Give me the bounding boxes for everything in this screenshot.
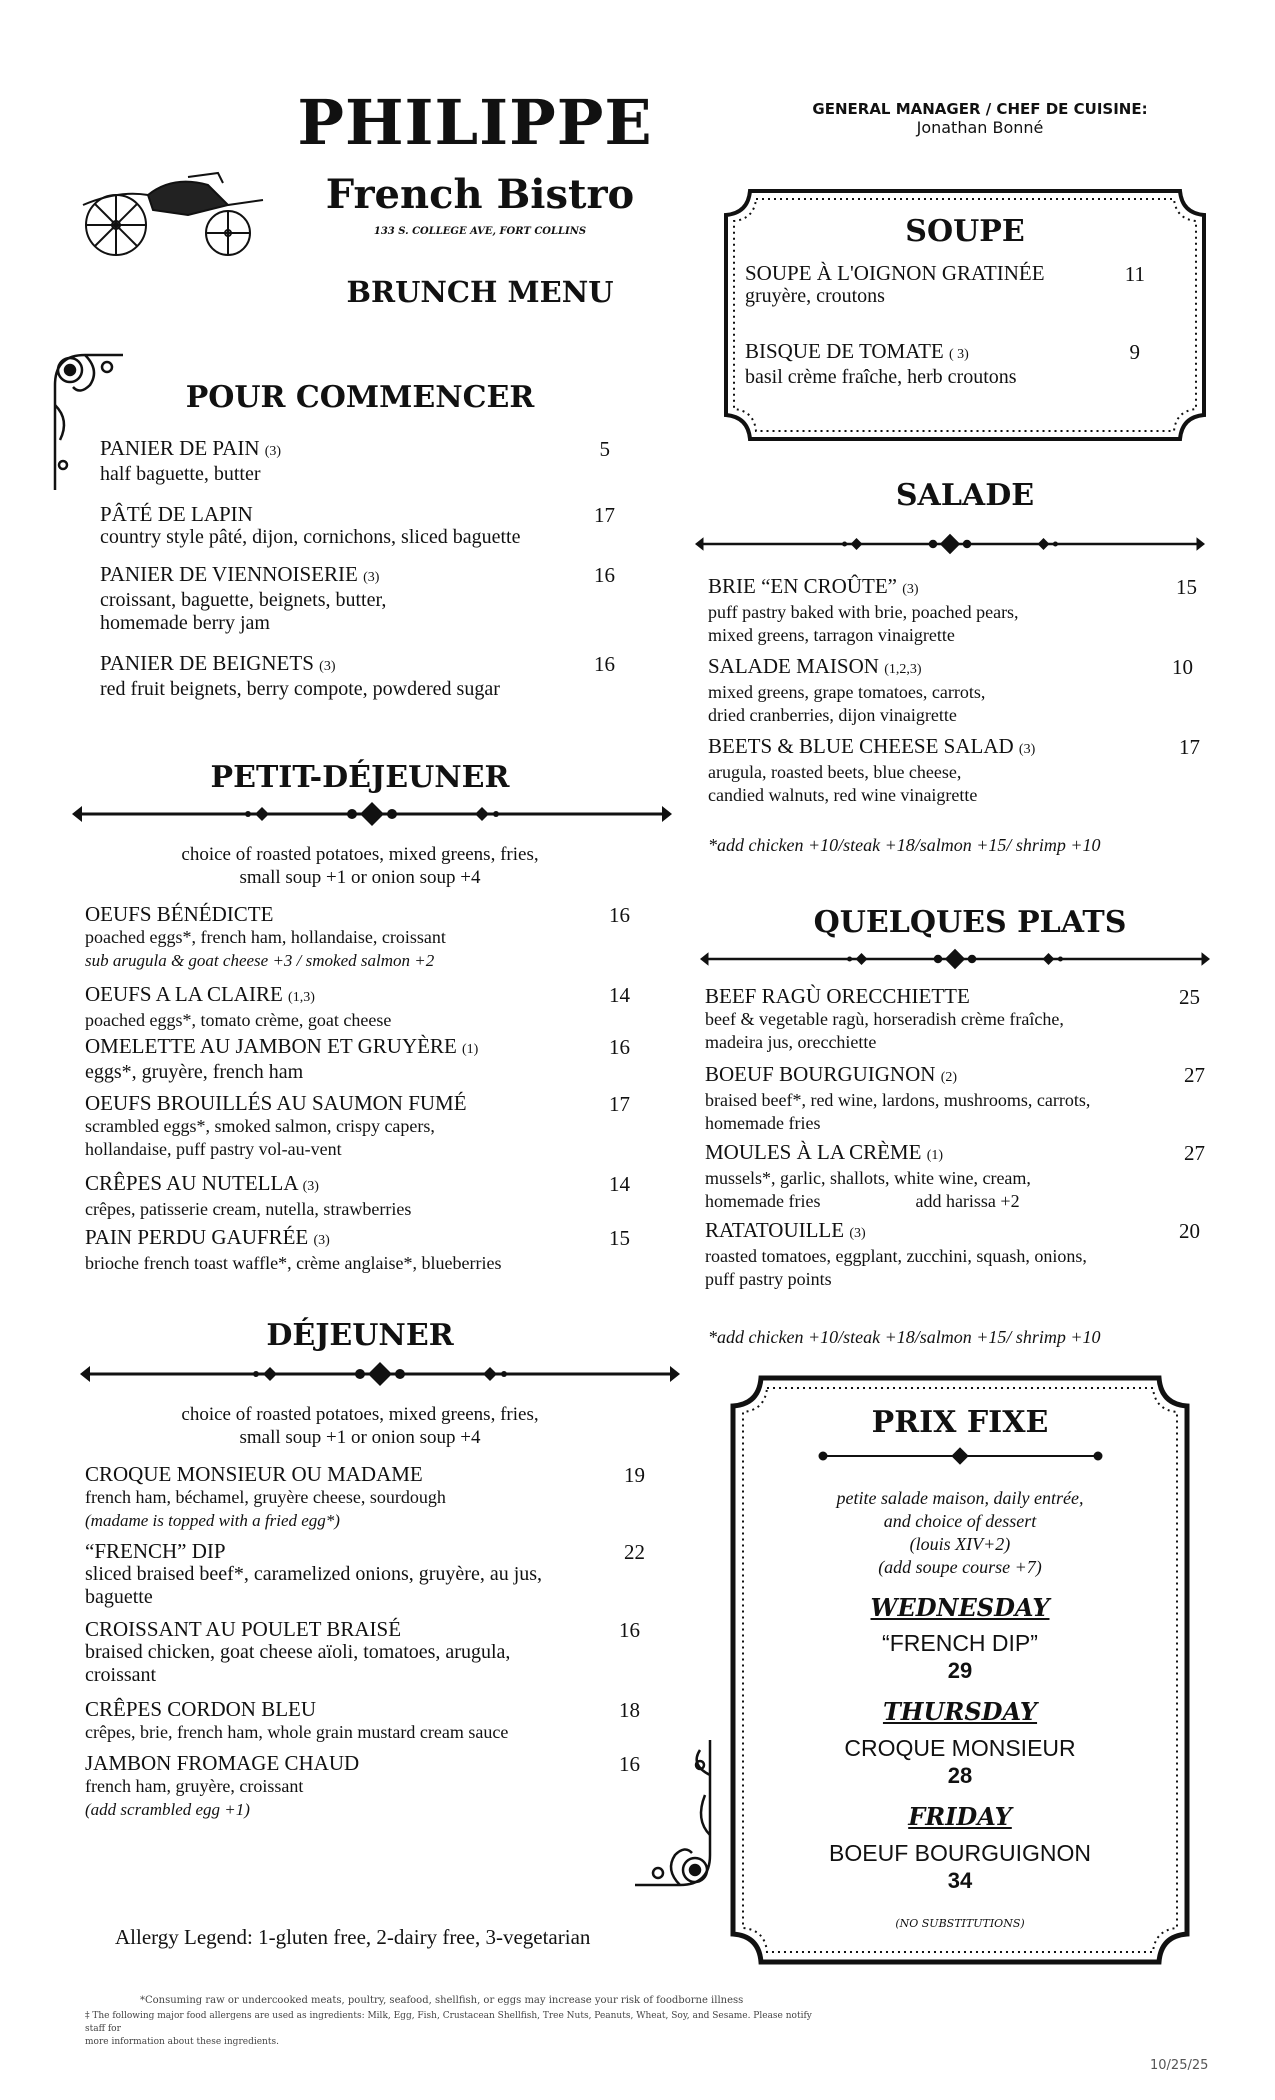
- item-desc: basil crème fraîche, herb croutons: [745, 366, 1017, 388]
- menu-item: [705, 985, 1064, 1054]
- allergen-code: (3): [849, 1226, 866, 1241]
- menu-item: [85, 1618, 510, 1687]
- item-desc: poached eggs*, french ham, hollandaise, croissant: [85, 927, 446, 947]
- item-price: 16: [609, 1035, 630, 1059]
- item-desc: candied walnuts, red wine vinaigrette: [708, 785, 978, 805]
- item-desc: homemade fries: [705, 1191, 821, 1211]
- item-name: PANIER DE BEIGNETS: [100, 651, 314, 675]
- item-desc: braised chicken, goat cheese aïoli, tomatoes, arugula,: [85, 1641, 511, 1663]
- allergen-code: (1): [926, 1148, 944, 1163]
- menu-title: BRUNCH MENU: [346, 275, 614, 309]
- item-desc: arugula, roasted beets, blue cheese,: [708, 762, 962, 782]
- item-name: OMELETTE AU JAMBON ET GRUYÈRE: [85, 1034, 457, 1058]
- item-addon: add harissa +2: [915, 1191, 1020, 1211]
- prix-fixe-day: WEDNESDAY: [870, 1593, 1050, 1622]
- item-price: 14: [609, 983, 630, 1007]
- item-name: RATATOUILLE: [705, 1218, 845, 1242]
- item-price: 17: [1179, 735, 1200, 759]
- menu-item: [705, 1141, 1031, 1213]
- allergen-code: (3): [313, 1233, 330, 1248]
- section-title-soupe: SOUPE: [905, 214, 1025, 249]
- section-title-prix-fixe: PRIX FIXE: [871, 1405, 1049, 1440]
- item-desc: madeira jus, orecchiette: [705, 1032, 877, 1052]
- menu-item: [85, 903, 446, 972]
- section-title-salade: SALADE: [895, 478, 1035, 513]
- item-desc: puff pastry baked with brie, poached pears,: [708, 602, 1019, 622]
- item-name: PÂTÉ DE LAPIN: [100, 502, 253, 526]
- allergen-notice-line: ‡ The following major food allergens are used as ingredients: Milk, Egg, Fish, Crustacean Shellfish, Tree Nuts, Peanuts, Wheat, Soy, and Sesame. Please notify staff for: [85, 2011, 812, 2034]
- allergen-notice: [85, 2010, 815, 2049]
- item-price: 11: [1124, 262, 1145, 286]
- item-price: 27: [1184, 1141, 1205, 1165]
- item-desc: sliced braised beef*, caramelized onions, gruyère, au jus,: [85, 1563, 543, 1585]
- item-desc: mixed greens, tarragon vinaigrette: [708, 625, 955, 645]
- item-price: 18: [619, 1698, 640, 1722]
- gm-label: GENERAL MANAGER / CHEF DE CUISINE:: [812, 100, 1148, 118]
- item-desc: red fruit beignets, berry compote, powdered sugar: [100, 678, 500, 700]
- item-desc: french ham, gruyère, croissant: [85, 1776, 304, 1796]
- menu-item: [85, 1035, 478, 1084]
- allergen-code: (3): [302, 1179, 319, 1194]
- restaurant-name: PHILIPPE: [297, 86, 653, 159]
- item-desc: half baguette, butter: [100, 463, 261, 485]
- item-desc: roasted tomatoes, eggplant, zucchini, squash, onions,: [705, 1246, 1087, 1266]
- prix-fixe-desc-line: petite salade maison, daily entrée,: [836, 1488, 1084, 1508]
- item-name: CROQUE MONSIEUR OU MADAME: [85, 1462, 423, 1486]
- item-desc: gruyère, croutons: [745, 285, 885, 307]
- menu-item: [745, 262, 1045, 308]
- item-desc: homemade fries: [705, 1113, 821, 1133]
- item-desc: brioche french toast waffle*, crème anglaise*, blueberries: [85, 1253, 502, 1273]
- divider-flourish-icon: [80, 1360, 680, 1388]
- item-price: 5: [599, 437, 610, 461]
- item-price: 19: [624, 1463, 645, 1487]
- item-desc: crêpes, brie, french ham, whole grain mustard cream sauce: [85, 1722, 509, 1742]
- gm-name: Jonathan Bonné: [916, 118, 1044, 137]
- menu-item: [100, 563, 386, 635]
- item-desc: french ham, béchamel, gruyère cheese, sourdough: [85, 1487, 446, 1507]
- item-desc: crêpes, patisserie cream, nutella, strawberries: [85, 1199, 412, 1219]
- sides-note-line: small soup +1 or onion soup +4: [239, 867, 481, 888]
- menu-item: [705, 1063, 1090, 1135]
- item-desc: croissant, baguette, beignets, butter,: [100, 589, 387, 611]
- prix-fixe-price: 34: [947, 1868, 973, 1893]
- item-name: BISQUE DE TOMATE: [745, 339, 944, 363]
- item-desc: braised beef*, red wine, lardons, mushrooms, carrots,: [705, 1090, 1091, 1110]
- restaurant-address: 133 S. COLLEGE AVE, FORT COLLINS: [373, 226, 587, 237]
- item-name: BRIE “EN CROÛTE”: [708, 574, 897, 598]
- section-title-petit-dejeuner: PETIT-DÉJEUNER: [210, 760, 510, 795]
- item-name: SALADE MAISON: [708, 654, 879, 678]
- foodborne-warning: *Consuming raw or undercooked meats, poultry, seafood, shellfish, or eggs may increase your risk of foodborne illness: [140, 1995, 744, 2006]
- sides-note: [100, 1403, 620, 1449]
- menu-item: [705, 1219, 1087, 1291]
- item-desc: mixed greens, grape tomatoes, carrots,: [708, 682, 986, 702]
- allergen-code: (2): [940, 1070, 958, 1085]
- divider-flourish-icon: [695, 530, 1205, 558]
- menu-item: [85, 1463, 446, 1532]
- item-desc: dried cranberries, dijon vinaigrette: [708, 705, 957, 725]
- item-desc: croissant: [85, 1664, 157, 1686]
- item-price: 15: [609, 1226, 630, 1250]
- prix-fixe-dish: “FRENCH DIP”: [882, 1630, 1038, 1656]
- item-desc: homemade berry jam: [100, 612, 270, 634]
- item-price: 14: [609, 1172, 630, 1196]
- prix-fixe-day: FRIDAY: [908, 1802, 1012, 1831]
- prix-fixe-dish: CROQUE MONSIEUR: [844, 1735, 1076, 1761]
- item-name: CRÊPES CORDON BLEU: [85, 1697, 317, 1721]
- item-desc: hollandaise, puff pastry vol-au-vent: [85, 1139, 342, 1159]
- item-name: PANIER DE VIENNOISERIE: [100, 562, 358, 586]
- prix-fixe-price: 28: [947, 1763, 973, 1788]
- item-desc: puff pastry points: [705, 1269, 832, 1289]
- item-name: OEUFS BROUILLÉS AU SAUMON FUMÉ: [85, 1091, 467, 1115]
- allergen-code: ( 3): [948, 347, 969, 362]
- menu-item: [745, 340, 1017, 389]
- menu-item: [85, 1172, 411, 1221]
- item-price: 16: [594, 563, 615, 587]
- item-name: SOUPE À L'OIGNON GRATINÉE: [745, 261, 1045, 285]
- allergen-notice-line: more information about these ingredients.: [85, 2037, 279, 2047]
- addon-note: *add chicken +10/steak +18/salmon +15/ shrimp +10: [708, 1327, 1101, 1347]
- item-name: PAIN PERDU GAUFRÉE: [85, 1225, 309, 1249]
- menu-item: [85, 1540, 542, 1609]
- item-name: BEETS & BLUE CHEESE SALAD: [708, 734, 1014, 758]
- prix-fixe-dish: BOEUF BOURGUIGNON: [829, 1840, 1091, 1866]
- sides-note: [100, 843, 620, 889]
- item-price: 22: [624, 1540, 645, 1564]
- menu-item: [100, 437, 281, 486]
- item-desc: poached eggs*, tomato crème, goat cheese: [85, 1010, 392, 1030]
- item-name: CRÊPES AU NUTELLA: [85, 1171, 298, 1195]
- item-note: (madame is topped with a fried egg*): [85, 1511, 340, 1530]
- section-title-quelques-plats: QUELQUES PLATS: [813, 905, 1127, 940]
- item-name: OEUFS A LA CLAIRE: [85, 982, 283, 1006]
- prix-fixe-price: 29: [947, 1658, 973, 1683]
- sides-note-line: choice of roasted potatoes, mixed greens, fries,: [181, 844, 539, 865]
- prix-fixe-desc: [760, 1487, 1160, 1579]
- item-note: (add scrambled egg +1): [85, 1800, 250, 1819]
- item-price: 9: [1129, 340, 1140, 364]
- allergen-code: (3): [264, 444, 282, 459]
- prix-fixe-desc-line: (add soupe course +7): [878, 1557, 1042, 1577]
- prix-fixe-desc-line: and choice of dessert: [883, 1511, 1037, 1531]
- item-name: BEEF RAGÙ ORECCHIETTE: [705, 984, 970, 1008]
- menu-item: [100, 503, 520, 549]
- menu-item: [85, 1226, 501, 1275]
- menu-item: [708, 735, 1035, 807]
- item-price: 16: [609, 903, 630, 927]
- sides-note-line: choice of roasted potatoes, mixed greens, fries,: [181, 1404, 539, 1425]
- item-desc: beef & vegetable ragù, horseradish crème fraîche,: [705, 1009, 1064, 1029]
- menu-item: [708, 655, 985, 727]
- item-name: BOEUF BOURGUIGNON: [705, 1062, 936, 1086]
- menu-item: [85, 1752, 359, 1821]
- item-desc: country style pâté, dijon, cornichons, sliced baguette: [100, 526, 521, 548]
- allergen-code: (3): [363, 570, 380, 585]
- item-price: 20: [1179, 1219, 1200, 1243]
- menu-item: [85, 1698, 508, 1744]
- section-title-pour-commencer: POUR COMMENCER: [185, 380, 535, 415]
- addon-note: *add chicken +10/steak +18/salmon +15/ shrimp +10: [708, 835, 1101, 855]
- item-name: OEUFS BÉNÉDICTE: [85, 902, 274, 926]
- menu-item: [708, 575, 1019, 647]
- item-note: sub arugula & goat cheese +3 / smoked salmon +2: [85, 951, 435, 970]
- restaurant-subtitle: French Bistro: [325, 171, 635, 218]
- divider-flourish-icon: [72, 800, 672, 828]
- item-price: 17: [609, 1092, 630, 1116]
- allergy-legend: Allergy Legend: 1-gluten free, 2-dairy free, 3-vegetarian: [115, 1925, 591, 1949]
- item-price: 15: [1176, 575, 1197, 599]
- item-price: 25: [1179, 985, 1200, 1009]
- item-desc: scrambled eggs*, smoked salmon, crispy capers,: [85, 1116, 435, 1136]
- prix-fixe-day: THURSDAY: [882, 1697, 1038, 1726]
- allergen-code: (1,2,3): [884, 662, 922, 677]
- menu-item: [85, 1092, 467, 1161]
- section-title-dejeuner: DÉJEUNER: [266, 1318, 454, 1353]
- allergen-code: (1): [462, 1042, 479, 1057]
- item-price: 16: [619, 1618, 640, 1642]
- item-price: 27: [1184, 1063, 1205, 1087]
- divider-flourish-icon: [700, 945, 1210, 973]
- item-desc: mussels*, garlic, shallots, white wine, cream,: [705, 1168, 1031, 1188]
- allergen-code: (3): [319, 659, 336, 674]
- item-name: JAMBON FROMAGE CHAUD: [85, 1751, 360, 1775]
- corner-flourish-icon: [630, 1735, 720, 1895]
- item-name: “FRENCH” DIP: [85, 1539, 226, 1563]
- print-date: 10/25/25: [1150, 2058, 1209, 2073]
- item-price: 10: [1172, 655, 1193, 679]
- prix-fixe-desc-line: (louis XIV+2): [909, 1534, 1011, 1554]
- item-price: 17: [594, 503, 615, 527]
- item-name: CROISSANT AU POULET BRAISÉ: [85, 1617, 402, 1641]
- allergen-code: (3): [902, 582, 919, 597]
- sides-note-line: small soup +1 or onion soup +4: [239, 1427, 481, 1448]
- allergen-code: (1,3): [288, 990, 315, 1005]
- item-price: 16: [594, 652, 615, 676]
- menu-item: [85, 983, 391, 1032]
- item-desc: eggs*, gruyère, french ham: [85, 1061, 304, 1083]
- item-name: PANIER DE PAIN: [100, 436, 260, 460]
- menu-item: [100, 652, 500, 701]
- divider-flourish-icon: [818, 1445, 1103, 1467]
- carriage-icon: [78, 165, 268, 260]
- item-name: MOULES À LA CRÈME: [705, 1140, 922, 1164]
- prix-fixe-note: (NO SUBSTITUTIONS): [895, 1917, 1025, 1930]
- item-price: 16: [619, 1752, 640, 1776]
- allergen-code: (3): [1018, 742, 1036, 757]
- item-desc: baguette: [85, 1586, 153, 1608]
